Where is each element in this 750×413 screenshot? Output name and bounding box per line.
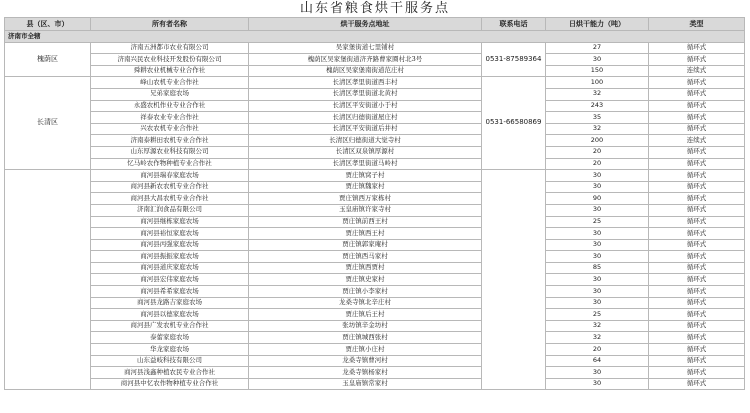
table-row <box>5 367 745 379</box>
type-cell: 循环式 <box>649 123 745 135</box>
capacity-cell: 30 <box>546 228 649 240</box>
phone-cell: 0531-66580869 <box>482 77 546 170</box>
table-row <box>5 100 745 112</box>
capacity-cell: 200 <box>546 135 649 147</box>
address-cell: 长清区孝里街道西丰村 <box>249 77 482 89</box>
owner-cell: 山东厚源农业科技有限公司 <box>91 146 249 158</box>
capacity-cell: 30 <box>546 204 649 216</box>
address-cell: 贾庄镇窝子村 <box>249 170 482 182</box>
type-cell: 循环式 <box>649 112 745 124</box>
county-cell: 槐荫区 <box>5 42 91 77</box>
address-cell: 长清区归德街道屋庄村 <box>249 112 482 124</box>
owner-cell: 商河县丙强家庭农场 <box>91 239 249 251</box>
address-cell: 贾庄镇西万家栋村 <box>249 193 482 205</box>
type-cell: 循环式 <box>649 170 745 182</box>
table-row <box>5 112 745 124</box>
address-cell: 玉皇庙镇常家村 <box>249 378 482 390</box>
type-cell: 循环式 <box>649 54 745 66</box>
table-row <box>5 274 745 286</box>
service-points-table <box>4 17 745 390</box>
type-cell: 循环式 <box>649 42 745 54</box>
table-row <box>5 77 745 89</box>
type-cell: 循环式 <box>649 88 745 100</box>
address-cell: 龙桑寺镇曹河村 <box>249 355 482 367</box>
table-row <box>5 204 745 216</box>
header-owner: 所有者名称 <box>91 18 249 31</box>
table-row <box>5 239 745 251</box>
owner-cell: 济南泰耕田农机专业合作社 <box>91 135 249 147</box>
capacity-cell: 30 <box>546 170 649 182</box>
owner-cell: 济南兴民农业科技开发股份有限公司 <box>91 54 249 66</box>
type-cell: 循环式 <box>649 355 745 367</box>
owner-cell: 兄弟家庭农场 <box>91 88 249 100</box>
capacity-cell: 85 <box>546 262 649 274</box>
table-row <box>5 320 745 332</box>
address-cell: 吴家堡街道七里铺村 <box>249 42 482 54</box>
capacity-cell: 20 <box>546 146 649 158</box>
capacity-cell: 35 <box>546 112 649 124</box>
capacity-cell: 32 <box>546 123 649 135</box>
type-cell: 连续式 <box>649 65 745 77</box>
capacity-cell: 150 <box>546 65 649 77</box>
type-cell: 循环式 <box>649 274 745 286</box>
capacity-cell: 27 <box>546 42 649 54</box>
owner-cell: 泰蕾家庭农场 <box>91 332 249 344</box>
address-cell: 长清区平安街道小于村 <box>249 100 482 112</box>
address-cell: 贾庄镇西王村 <box>249 228 482 240</box>
owner-cell: 商河县希希家庭农场 <box>91 286 249 298</box>
phone-cell: 0531-87589364 <box>482 42 546 77</box>
table-row <box>5 309 745 321</box>
phone-cell <box>482 170 546 390</box>
type-cell: 循环式 <box>649 216 745 228</box>
address-cell: 龙桑寺镇杨家村 <box>249 367 482 379</box>
owner-cell: 永盛农机作业专业合作社 <box>91 100 249 112</box>
capacity-cell: 30 <box>546 367 649 379</box>
address-cell: 龙桑寺镇北辛庄村 <box>249 297 482 309</box>
owner-cell: 商河县瑞春家庭农场 <box>91 170 249 182</box>
owner-cell: 舜耕农业机械专业合作社 <box>91 65 249 77</box>
county-cell: 长清区 <box>5 77 91 170</box>
table-row <box>5 378 745 390</box>
capacity-cell: 30 <box>546 54 649 66</box>
owner-cell: 济南五洲都市农业有限公司 <box>91 42 249 54</box>
capacity-cell: 30 <box>546 297 649 309</box>
table-row <box>5 193 745 205</box>
type-cell: 循环式 <box>649 193 745 205</box>
table-row <box>5 355 745 367</box>
table-row <box>5 42 745 54</box>
table-row <box>5 123 745 135</box>
type-cell: 循环式 <box>649 146 745 158</box>
capacity-cell: 30 <box>546 239 649 251</box>
type-cell: 循环式 <box>649 309 745 321</box>
owner-cell: 商河县中忆农作物种植专业合作社 <box>91 378 249 390</box>
address-cell: 长清区平安街道后井村 <box>249 123 482 135</box>
address-cell: 张坊镇辛金坊村 <box>249 320 482 332</box>
owner-cell: 商河县广发农机专业合作社 <box>91 320 249 332</box>
address-cell: 槐荫区吴家堡街道济齐路曹家圈村北3号 <box>249 54 482 66</box>
owner-cell: 商河县龙路吉家庭农场 <box>91 297 249 309</box>
type-cell: 循环式 <box>649 320 745 332</box>
address-cell: 贾庄镇小李家村 <box>249 286 482 298</box>
capacity-cell: 20 <box>546 158 649 170</box>
address-cell: 贾庄镇西贾村 <box>249 262 482 274</box>
type-cell: 连续式 <box>649 135 745 147</box>
page-title: 山东省粮食烘干服务点 <box>299 1 450 16</box>
table-row <box>5 216 745 228</box>
type-cell: 循环式 <box>649 239 745 251</box>
address-cell: 贾庄镇后王村 <box>249 309 482 321</box>
table-row <box>5 181 745 193</box>
owner-cell: 商河县大昌农机专业合作社 <box>91 193 249 205</box>
capacity-cell: 30 <box>546 181 649 193</box>
header-address: 烘干服务点地址 <box>249 18 482 31</box>
owner-cell: 商河县振振家庭农场 <box>91 251 249 263</box>
table-row <box>5 65 745 77</box>
table-row <box>5 332 745 344</box>
table-row <box>5 262 745 274</box>
header-row <box>5 18 745 31</box>
capacity-cell: 64 <box>546 355 649 367</box>
type-cell: 循环式 <box>649 204 745 216</box>
header-capacity: 日烘干能力（吨） <box>546 18 649 31</box>
capacity-cell: 25 <box>546 216 649 228</box>
address-cell: 贾庄镇魏家村 <box>249 181 482 193</box>
header-phone: 联系电话 <box>482 18 546 31</box>
table-row <box>5 286 745 298</box>
type-cell: 循环式 <box>649 378 745 390</box>
type-cell: 循环式 <box>649 286 745 298</box>
owner-cell: 商河县裕恒家庭农场 <box>91 228 249 240</box>
address-cell: 玉皇庙镇许家寺村 <box>249 204 482 216</box>
type-cell: 循环式 <box>649 100 745 112</box>
owner-cell: 商河县宏伟家庭农场 <box>91 274 249 286</box>
type-cell: 循环式 <box>649 181 745 193</box>
table-row <box>5 297 745 309</box>
county-cell <box>5 170 91 390</box>
owner-cell: 商河县以德家庭农场 <box>91 309 249 321</box>
header-type: 类型 <box>649 18 745 31</box>
owner-cell: 峰山农机专业合作社 <box>91 77 249 89</box>
owner-cell: 商河县继栋家庭农场 <box>91 216 249 228</box>
address-cell: 贾庄镇城西张村 <box>249 332 482 344</box>
owner-cell: 华龙家庭农场 <box>91 344 249 356</box>
type-cell: 循环式 <box>649 344 745 356</box>
capacity-cell: 32 <box>546 320 649 332</box>
type-cell: 循环式 <box>649 297 745 309</box>
owner-cell: 济南汇润食品有限公司 <box>91 204 249 216</box>
address-cell: 长清区孝里街道北黄村 <box>249 88 482 100</box>
capacity-cell: 30 <box>546 251 649 263</box>
type-cell: 循环式 <box>649 228 745 240</box>
address-cell: 贾庄镇西马家村 <box>249 251 482 263</box>
owner-cell: 商河县浅鑫种植农民专业合作社 <box>91 367 249 379</box>
table-row <box>5 88 745 100</box>
capacity-cell: 32 <box>546 332 649 344</box>
table-row <box>5 344 745 356</box>
owner-cell: 祥泰农业专业合作社 <box>91 112 249 124</box>
address-cell: 长清区孝里街道马岭村 <box>249 158 482 170</box>
table-row <box>5 146 745 158</box>
type-cell: 循环式 <box>649 77 745 89</box>
capacity-cell: 32 <box>546 88 649 100</box>
capacity-cell: 243 <box>546 100 649 112</box>
owner-cell: 商河县道庆家庭农场 <box>91 262 249 274</box>
capacity-cell: 25 <box>546 309 649 321</box>
owner-cell: 商河县新农农机专业合作社 <box>91 181 249 193</box>
table-row <box>5 170 745 182</box>
address-cell: 贾庄镇郭家庵村 <box>249 239 482 251</box>
capacity-cell: 100 <box>546 77 649 89</box>
address-cell: 槐荫区吴家堡南街道范庄村 <box>249 65 482 77</box>
table-row <box>5 135 745 147</box>
type-cell: 循环式 <box>649 367 745 379</box>
owner-cell: 兴农农机专业合作社 <box>91 123 249 135</box>
address-cell: 贾庄镇前西王村 <box>249 216 482 228</box>
city-row <box>5 31 745 43</box>
capacity-cell: 20 <box>546 344 649 356</box>
table-row <box>5 158 745 170</box>
header-county: 县（区、市） <box>5 18 91 31</box>
capacity-cell: 90 <box>546 193 649 205</box>
capacity-cell: 30 <box>546 286 649 298</box>
address-cell: 贾庄镇史家村 <box>249 274 482 286</box>
address-cell: 长清区双泉镇厚源村 <box>249 146 482 158</box>
owner-cell: 忆马岭农作物种植专业合作社 <box>91 158 249 170</box>
address-cell: 长清区归德街道大觉寺村 <box>249 135 482 147</box>
capacity-cell: 30 <box>546 378 649 390</box>
owner-cell: 山东益岐科技有限公司 <box>91 355 249 367</box>
table-row <box>5 54 745 66</box>
address-cell: 贾庄镇小庄村 <box>249 344 482 356</box>
table-row <box>5 251 745 263</box>
capacity-cell: 30 <box>546 274 649 286</box>
type-cell: 循环式 <box>649 332 745 344</box>
type-cell: 循环式 <box>649 158 745 170</box>
type-cell: 循环式 <box>649 251 745 263</box>
table-row <box>5 228 745 240</box>
city-label: 济南市全辖 <box>5 31 745 43</box>
type-cell: 循环式 <box>649 262 745 274</box>
